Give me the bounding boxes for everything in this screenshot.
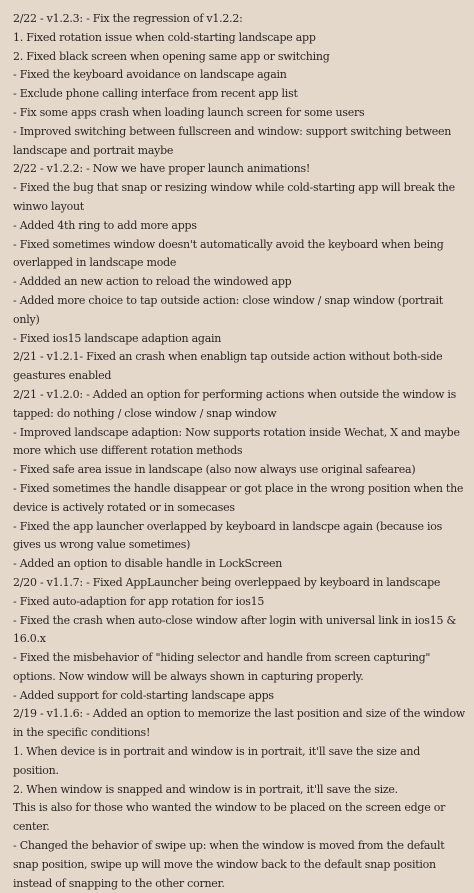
changelog-line: - Fixed the app launcher overlapped by keyboard in landscpe again (because ios gives us wrong value sometimes) xyxy=(13,519,442,552)
changelog-line: - Addded an new action to reload the windowed app xyxy=(13,275,292,289)
changelog-line: - Fixed auto-adaption for app rotation for ios15 xyxy=(13,594,265,608)
changelog-line: 2/20 - v1.1.7: - Fixed AppLauncher being overleppaed by keyboard in landscape xyxy=(13,575,441,589)
changelog-line: - Changed the behavior of swipe up: when the window is moved from the default snap position, swipe up will move the window back to the default snap position instead of snapping to the other corner. xyxy=(13,839,445,890)
changelog-line: - Improved landscape adaption: Now supports rotation inside Wechat, X and maybe more which use different rotation methods xyxy=(13,425,460,458)
changelog-line: - Fixed the keyboard avoidance on landscape again xyxy=(13,68,287,82)
changelog-line: - Fixed the misbehavior of "hiding selector and handle from screen capturing" options. Now window will be always shown in capturing properly. xyxy=(13,651,431,683)
changelog-line: - Fixed ios15 landscape adaption again xyxy=(13,331,222,345)
changelog-line: - Added more choice to tap outside action: close window / snap window (portrait only) xyxy=(13,293,443,326)
changelog-line: 2. Fixed black screen when opening same app or switching xyxy=(13,49,330,63)
changelog-line: - Fix some apps crash when loading launch screen for some users xyxy=(13,105,365,119)
changelog-line: - Fixed the bug that snap or resizing window while cold-starting app will break the winwo layout xyxy=(13,181,455,213)
changelog-line: 2. When window is snapped and window is in portrait, it'll save the size. xyxy=(13,782,398,796)
changelog-line: 2/22 - v1.2.2: - Now we have proper launch animations! xyxy=(13,162,311,176)
changelog-line: - Fixed the crash when auto-close window after login with universal link in ios15 & 16.0.x xyxy=(13,613,456,646)
changelog-line: - Added an option to disable handle in LockScreen xyxy=(13,557,283,571)
changelog-line: 2/21 - v1.2.0: - Added an option for performing actions when outside the window is tapped: do nothing / close window / snap window xyxy=(13,387,457,420)
changelog-line: - Added 4th ring to add more apps xyxy=(13,218,197,232)
changelog-line: 1. Fixed rotation issue when cold-starting landscape app xyxy=(13,30,316,44)
changelog-line: - Fixed sometimes window doesn't automatically avoid the keyboard when being overlapped in landscape mode xyxy=(13,237,444,270)
changelog-line: - Added support for cold-starting landscape apps xyxy=(13,688,274,702)
changelog-line: - Improved switching between fullscreen and window: support switching between landscape and portrait maybe xyxy=(13,124,452,157)
changelog-line: - Exclude phone calling interface from recent app list xyxy=(13,87,298,101)
changelog-line: 2/19 - v1.1.6: - Added an option to memorize the last position and size of the window in the specific conditions! xyxy=(13,707,465,740)
changelog-line: This is also for those who wanted the window to be placed on the screen edge or center. xyxy=(13,801,446,834)
changelog-line: 2/22 - v1.2.3: - Fix the regression of v1.2.2: xyxy=(13,12,243,25)
changelog-line: - Fixed safe area issue in landscape (also now always use original safearea) xyxy=(13,463,416,477)
changelog-line: - Fixed sometimes the handle disappear or got place in the wrong position when the device is actively rotated or in somecases xyxy=(13,481,464,514)
changelog-line: 2/21 - v1.2.1- Fixed an crash when enablign tap outside action without both-side geastures enabled xyxy=(13,350,443,383)
changelog-line: 1. When device is in portrait and window is in portrait, it'll save the size and position. xyxy=(13,745,420,777)
